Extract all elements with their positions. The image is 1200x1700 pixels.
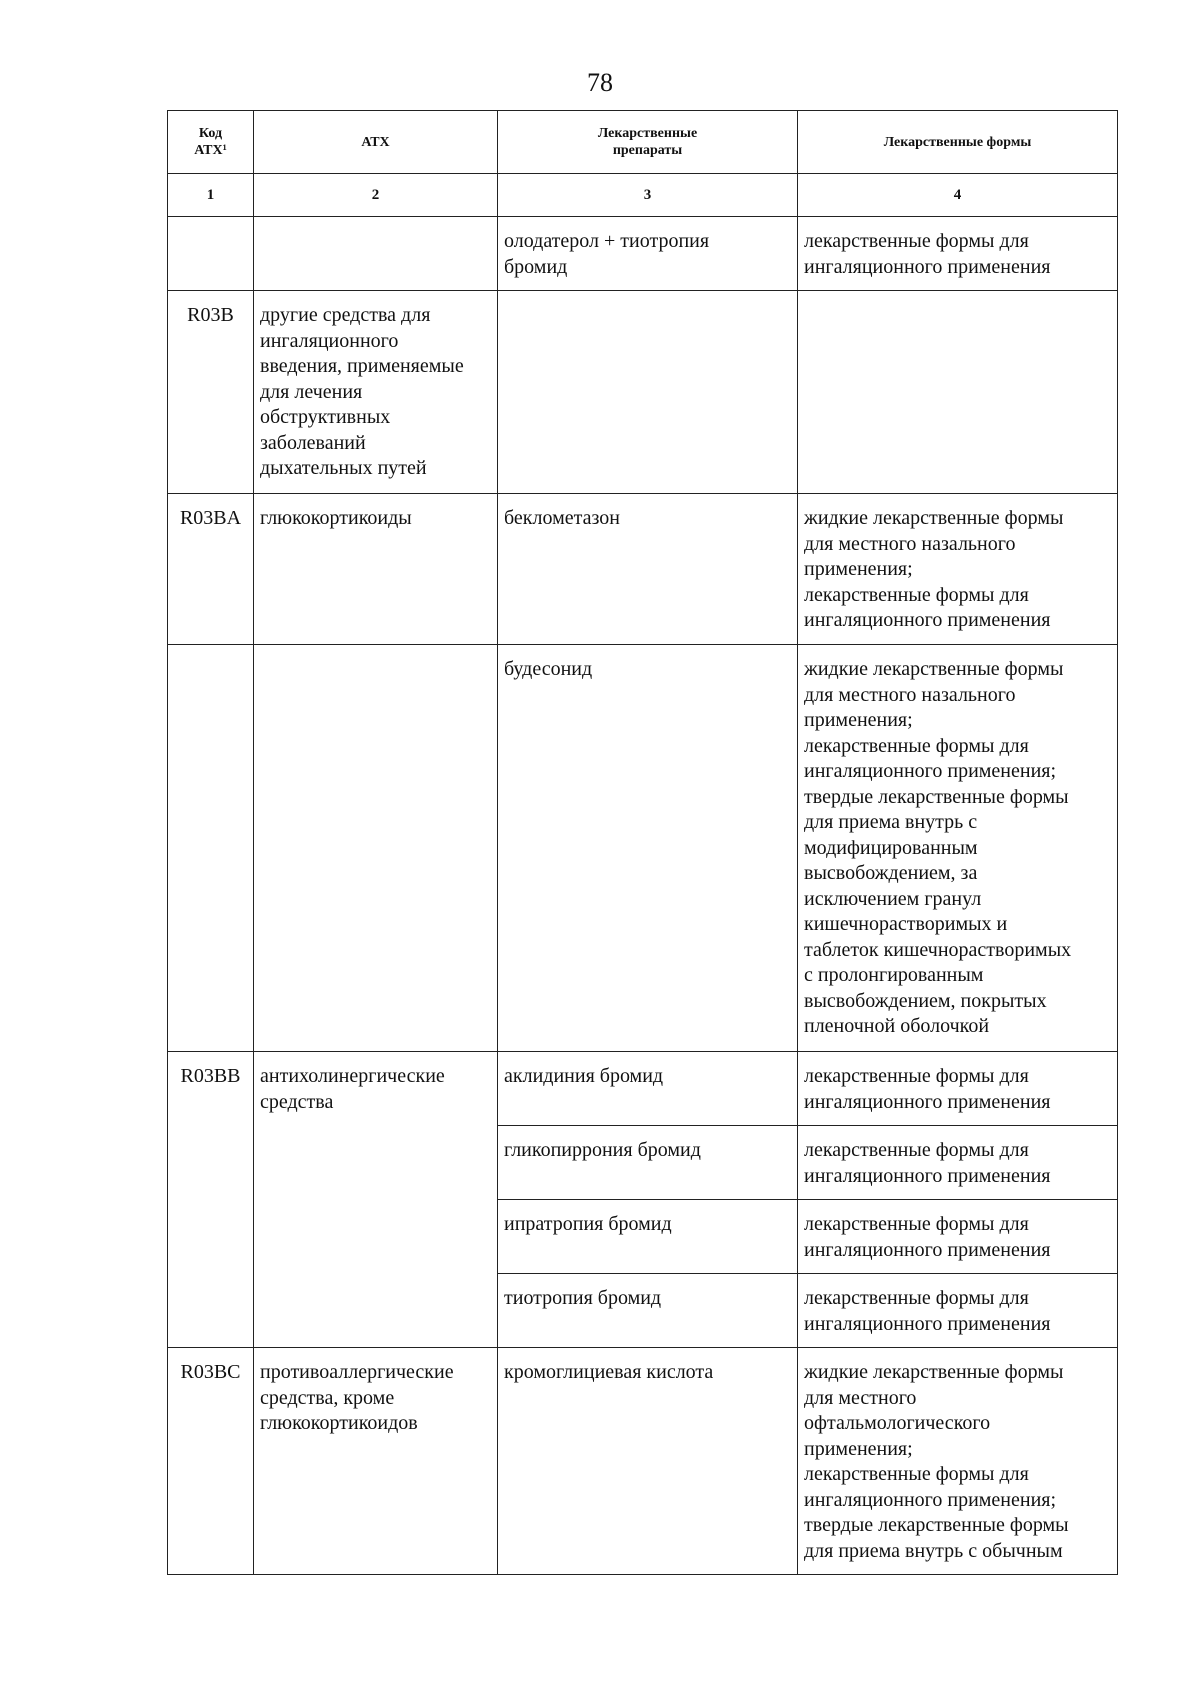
dosage-forms-cell: жидкие лекарственные формы для местного офтальмологического применения; лекарственные формы для ингаляционного применения; твердые лекарственные формы для приема внутрь с обычным: [798, 1348, 1118, 1575]
dosage-forms-cell: лекарственные формы для ингаляционного применения: [798, 1274, 1118, 1348]
table-row: [168, 1052, 1118, 1126]
dosage-forms-cell: жидкие лекарственные формы для местного назального применения; лекарственные формы для ингаляционного применения; твердые лекарственные формы для приема внутрь с модифицированным высвобождением, за исключением гранул кишечнорастворимых и таблеток кишечнорастворимых с пролонгированным высвобождением, покрытых пленочной оболочкой: [798, 645, 1118, 1052]
table-row: [168, 217, 1118, 291]
atx-name-cell: [254, 217, 498, 291]
column-number: 3: [498, 174, 798, 217]
table-row: [168, 1348, 1118, 1575]
atx-code-cell: [168, 217, 254, 291]
drug-cell: аклидиния бромид: [498, 1052, 798, 1126]
atx-code-cell: R03BB: [168, 1052, 254, 1348]
header-dosage-forms: Лекарственные формы: [798, 111, 1118, 174]
atx-code-cell: R03BC: [168, 1348, 254, 1575]
table-row: [168, 645, 1118, 1052]
atx-name-cell: противоаллергические средства, кроме глюкокортикоидов: [254, 1348, 498, 1575]
column-number-row: [168, 174, 1118, 217]
dosage-forms-cell: лекарственные формы для ингаляционного применения: [798, 1052, 1118, 1126]
atx-code-cell: R03BA: [168, 494, 254, 645]
column-number: 1: [168, 174, 254, 217]
atx-name-cell: [254, 645, 498, 1052]
dosage-forms-cell: жидкие лекарственные формы для местного назального применения; лекарственные формы для ингаляционного применения: [798, 494, 1118, 645]
table-header-row: [168, 111, 1118, 174]
header-drugs: Лекарственные препараты: [498, 111, 798, 174]
column-number: 2: [254, 174, 498, 217]
drug-cell: [498, 291, 798, 494]
table-row: [168, 494, 1118, 645]
dosage-forms-cell: [798, 291, 1118, 494]
atx-code-cell: R03B: [168, 291, 254, 494]
drug-cell: кромоглициевая кислота: [498, 1348, 798, 1575]
page-number: 78: [587, 68, 613, 97]
atx-drug-table: [167, 110, 1118, 1575]
drug-cell: олодатерол + тиотропия бромид: [498, 217, 798, 291]
drug-cell: ипратропия бромид: [498, 1200, 798, 1274]
header-atx: АТХ: [254, 111, 498, 174]
drug-cell: тиотропия бромид: [498, 1274, 798, 1348]
atx-name-cell: глюкокортикоиды: [254, 494, 498, 645]
header-atx-code: Код АТХ¹: [168, 111, 254, 174]
table-row: [168, 291, 1118, 494]
drug-cell: беклометазон: [498, 494, 798, 645]
dosage-forms-cell: лекарственные формы для ингаляционного применения: [798, 1200, 1118, 1274]
column-number: 4: [798, 174, 1118, 217]
atx-name-cell: антихолинергические средства: [254, 1052, 498, 1348]
atx-name-cell: другие средства для ингаляционного введения, применяемые для лечения обструктивных заболеваний дыхательных путей: [254, 291, 498, 494]
atx-code-cell: [168, 645, 254, 1052]
dosage-forms-cell: лекарственные формы для ингаляционного применения: [798, 1126, 1118, 1200]
drug-cell: гликопиррония бромид: [498, 1126, 798, 1200]
drug-cell: будесонид: [498, 645, 798, 1052]
dosage-forms-cell: лекарственные формы для ингаляционного применения: [798, 217, 1118, 291]
